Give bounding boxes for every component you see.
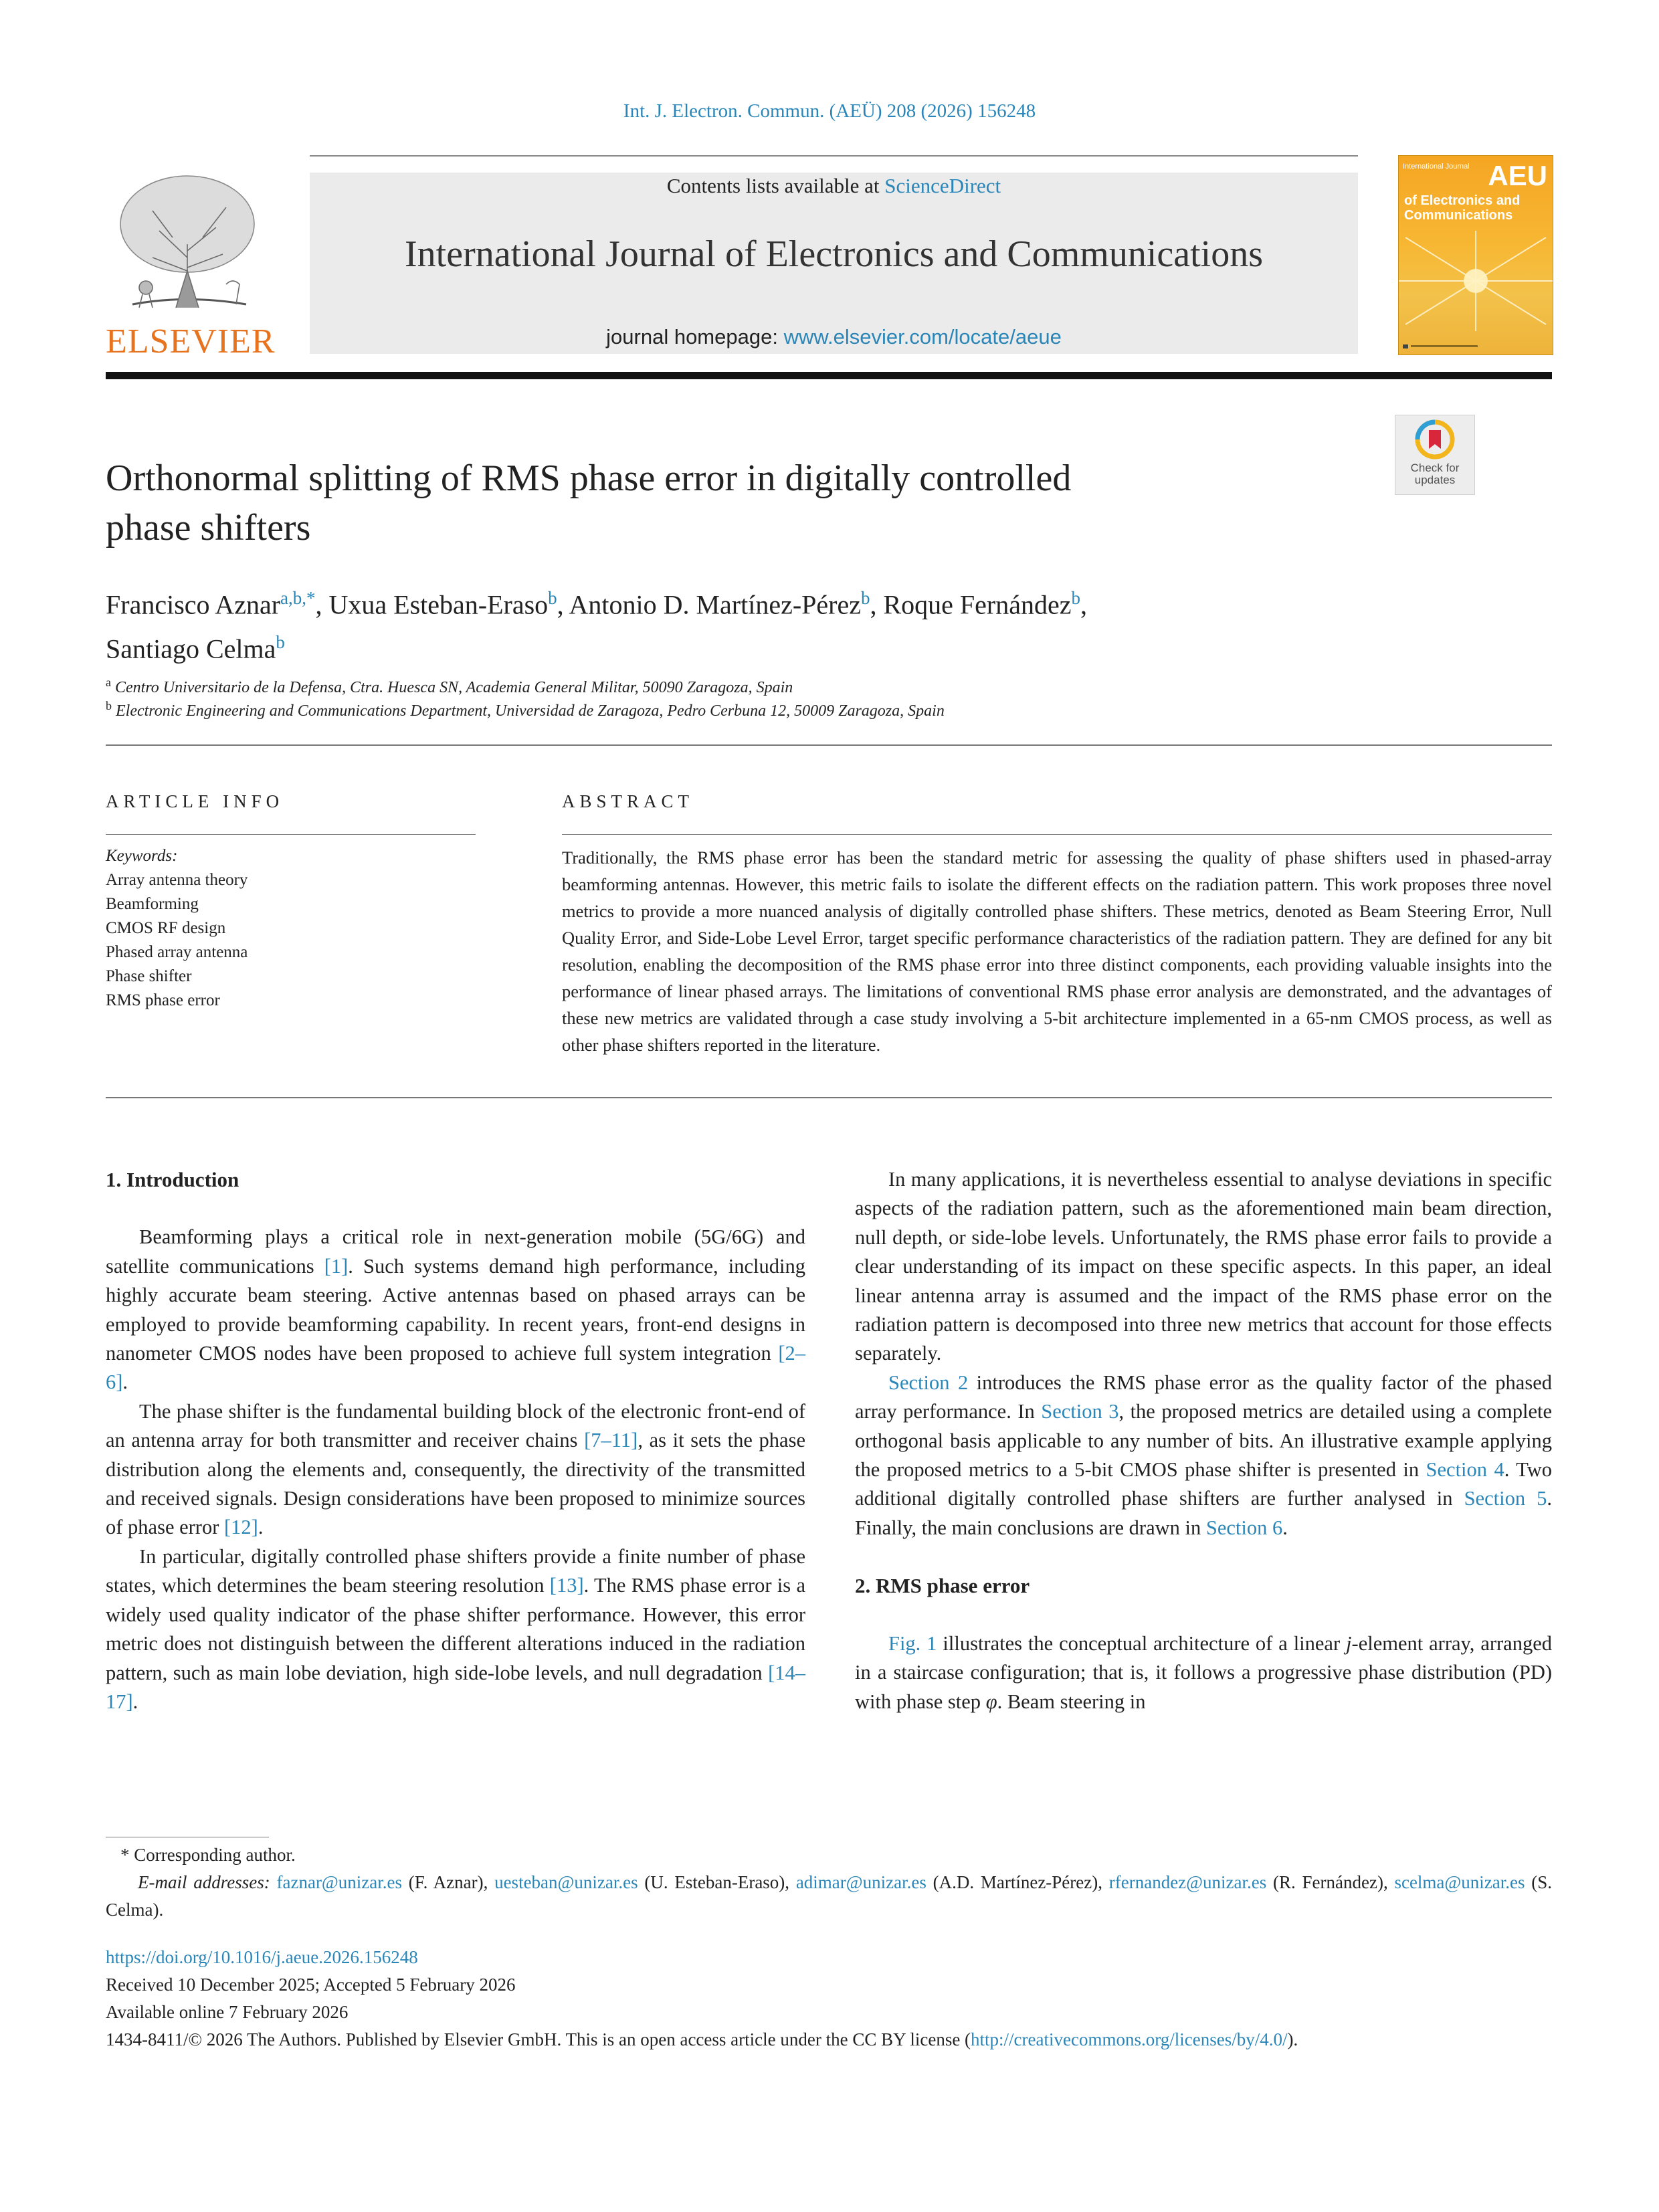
affiliation-text: Electronic Engineering and Communications Department, Universidad de Zaragoza, Pedro Cerbuna 12, 50009 Zaragoza, Spain: [116, 702, 945, 720]
cover-intl: International Journal: [1403, 163, 1470, 171]
header-rule: [310, 155, 1358, 157]
elsevier-tree-icon: [106, 171, 270, 318]
check-for-updates-button[interactable]: [1395, 415, 1475, 495]
abstract-text: Traditionally, the RMS phase error has been the standard metric for assessing the quality of phase shifters used in phased-array beamforming antennas. However, this metric fails to isolate the different effects on the radiation pattern. This work proposes three novel metrics to provide a more nuanced analysis of digitally controlled phase shifters. These metrics, denoted as Beam Steering Error, Null Quality Error, and Side-Lobe Level Error, target specific performance characteristics of the radiation pattern. They are defined for any bit resolution, enabling the decomposition of the RMS phase error into three distinct components, each providing valuable insights into the performance of linear phased arrays. The limitations of conventional RMS phase error analysis are demonstrated, and the advantages of these new metrics are validated through a case study involving a 5-bit architecture implemented in a 65-nm CMOS process, as well as other phase shifters reported in the literature.: [562, 847, 1552, 1055]
citation-link[interactable]: [13]: [549, 1574, 584, 1597]
paragraph-text: Beamforming plays a critical role in next-generation mobile (5G/6G) and satellite communications: [106, 1225, 805, 1278]
author-affiliation-mark[interactable]: b: [548, 588, 557, 608]
section-link[interactable]: Section 5: [1464, 1487, 1547, 1510]
citation-link[interactable]: [14–17]: [106, 1661, 805, 1713]
paragraph-text: . Finally, the main conclusions are drawn in: [855, 1487, 1552, 1539]
author-affiliation-mark[interactable]: b: [860, 588, 870, 608]
paragraph-text: introduces the RMS phase error as the quality factor of the phased array performance. In: [855, 1371, 1552, 1423]
math-symbol: j: [1346, 1631, 1352, 1655]
paragraph: [855, 1369, 1552, 1542]
keyword: Phased array antenna: [106, 943, 248, 961]
section-heading: 2. RMS phase error: [855, 1574, 1030, 1598]
corresponding-author-note: * Corresponding author.: [120, 1845, 296, 1865]
section-link[interactable]: Section 6: [1205, 1516, 1283, 1539]
author-affiliation-mark[interactable]: a,b,*: [280, 588, 316, 608]
elsevier-wordmark: ELSEVIER: [106, 322, 276, 361]
author-name[interactable]: Roque Fernández: [883, 589, 1072, 620]
article-info-heading: ARTICLE INFO: [106, 791, 284, 811]
paragraph-text: , the proposed metrics are detailed using a complete orthogonal basis applicable to any number of bits. An illustrative example applying the proposed metrics to a 5-bit CMOS phase shifter is presented in: [855, 1400, 1553, 1482]
available-online: Available online 7 February 2026: [106, 2002, 349, 2022]
author-affiliation-mark[interactable]: b: [1071, 588, 1080, 608]
author-separator: ,: [557, 589, 569, 620]
paragraph: [106, 1397, 805, 1542]
paragraph-text: .: [122, 1371, 128, 1394]
journal-cover[interactable]: [1398, 155, 1553, 355]
license-suffix: ).: [1287, 2029, 1298, 2049]
doi-link[interactable]: https://doi.org/10.1016/j.aeue.2026.156248: [106, 1947, 418, 1967]
paragraph-text: . Two additional digitally controlled phase shifters are further analysed in: [855, 1458, 1552, 1510]
paragraph: [855, 1629, 1552, 1716]
abstract-rule: [562, 834, 1552, 835]
article-title: [106, 454, 1256, 552]
paragraph-text: -element array, arranged in a staircase configuration; that is, it follows a progressive phase distribution (PD) with phase step: [855, 1631, 1553, 1713]
cover-aeu: AEU: [1488, 160, 1547, 191]
paragraph-text: . Beam steering in: [997, 1690, 1146, 1713]
keyword: Array antenna theory: [106, 871, 248, 889]
paragraph: [106, 1223, 805, 1397]
citation-link[interactable]: [2–6]: [106, 1342, 805, 1394]
journal-masthead: [310, 173, 1358, 354]
section-link[interactable]: Section 2: [888, 1371, 969, 1394]
citation-link[interactable]: [12]: [223, 1516, 258, 1539]
running-head[interactable]: Int. J. Electron. Commun. (AEÜ) 208 (2026) 156248: [623, 100, 1036, 122]
email-owner: (A.D. Martínez-Pérez),: [926, 1872, 1109, 1892]
email-link[interactable]: adimar@unizar.es: [795, 1872, 926, 1892]
homepage-prefix: journal homepage:: [606, 325, 784, 348]
author-separator: ,: [1080, 589, 1087, 620]
paragraph-text: , as it sets the phase distribution along the elements and, consequently, the directivity of the transmitted and received signals. Design considerations have been proposed to minimize sources of phase error: [106, 1429, 805, 1539]
email-link[interactable]: scelma@unizar.es: [1394, 1872, 1525, 1892]
paragraph-text: The phase shifter is the fundamental building block of the electronic front-end of an antenna array for both transmitter and receiver chains: [106, 1399, 805, 1452]
author-name[interactable]: Santiago Celma: [106, 633, 276, 664]
license-prefix: 1434-8411/© 2026 The Authors. Published by Elsevier GmbH. This is an open access article under the CC BY license (: [106, 2029, 971, 2049]
email-addresses: [106, 1869, 1552, 1924]
email-owner: (R. Fernández),: [1266, 1872, 1395, 1892]
abstract-heading: ABSTRACT: [562, 791, 694, 811]
keyword: CMOS RF design: [106, 919, 226, 937]
footnotes: [106, 1841, 1552, 1924]
email-link[interactable]: uesteban@unizar.es: [494, 1872, 638, 1892]
author-separator: ,: [315, 589, 329, 620]
paragraph-text: In particular, digitally controlled phase shifters provide a finite number of phase states, which determines the beam steering resolution: [106, 1544, 805, 1597]
cover-footer-icon: [1403, 342, 1483, 350]
math-symbol: φ: [985, 1690, 997, 1713]
keyword: Beamforming: [106, 895, 199, 913]
check-updates-label: [1395, 462, 1474, 486]
author-name[interactable]: Francisco Aznar: [106, 589, 281, 620]
affiliation: [106, 699, 945, 720]
cover-title-line2: Communications: [1404, 208, 1513, 223]
citation-link[interactable]: [7–11]: [584, 1429, 638, 1452]
contents-line: [310, 173, 1358, 198]
keyword: Phase shifter: [106, 967, 192, 985]
paragraph-text: . Such systems demand high performance, including highly accurate beam steering. Active antennas based on phased arrays can be employed to provide beamforming capability. In recent years, front-end designs in nanometer CMOS nodes have been proposed to achieve full system integration: [106, 1254, 806, 1365]
paragraph-text: . The RMS phase error is a widely used quality indicator of the phase shifter performance. However, this error metric does not distinguish between the different alterations induced in the radiation pattern, such as main lobe deviation, high side-lobe levels, and null degradation: [106, 1574, 805, 1684]
keyword: RMS phase error: [106, 991, 220, 1009]
citation-link[interactable]: [1]: [324, 1254, 349, 1278]
email-label: E-mail addresses:: [138, 1872, 270, 1892]
email-owner: (S. Celma).: [106, 1872, 1553, 1920]
check-updates-line1: Check for: [1410, 462, 1460, 474]
cover-title-line1: of Electronics and: [1404, 193, 1521, 208]
affiliation-text: Centro Universitario de la Defensa, Ctra. Huesca SN, Academia General Militar, 50090 Zaragoza, Spain: [115, 679, 793, 696]
affiliation-mark: a: [106, 676, 111, 689]
paragraph: In many applications, it is nevertheless essential to analyse deviations in specific aspects of the radiation pattern, such as the aforementioned main beam direction, null depth, or side-lobe levels. Unfortunately, the RMS phase error fails to provide a clear understanding of its impact on these specific aspects. In this paper, an ideal linear antenna array is assumed and the impact of the RMS phase error on the radiation pattern is decomposed into three new metrics that account for those effects separately.: [855, 1168, 1552, 1365]
author-list: [106, 579, 1552, 668]
keywords-label: Keywords:: [106, 847, 178, 865]
section-link[interactable]: Section 3: [1041, 1400, 1119, 1423]
homepage-link[interactable]: www.elsevier.com/locate/aeue: [783, 325, 1062, 348]
journal-name: International Journal of Electronics and Communications: [405, 233, 1263, 275]
info-top-rule: [106, 744, 1552, 746]
email-link[interactable]: faznar@unizar.es: [276, 1872, 403, 1892]
author-separator: ,: [870, 589, 884, 620]
section-heading: 1. Introduction: [106, 1168, 239, 1191]
paragraph-text: .: [1282, 1516, 1288, 1539]
section-link[interactable]: Section 4: [1426, 1458, 1504, 1482]
article-footer: [106, 1944, 1577, 2053]
article-title-line1: Orthonormal splitting of RMS phase error in digitally controlled: [106, 458, 1072, 499]
author-name[interactable]: Uxua Esteban-Eraso: [328, 589, 549, 620]
license-link[interactable]: http://creativecommons.org/licenses/by/4.0/: [971, 2029, 1288, 2049]
paragraph: [106, 1542, 805, 1716]
author-name[interactable]: Antonio D. Martínez-Pérez: [569, 589, 861, 620]
received-dates: Received 10 December 2025; Accepted 5 February 2026: [106, 1975, 516, 1995]
affiliation-mark: b: [106, 699, 112, 712]
figure-link[interactable]: Fig. 1: [888, 1631, 937, 1655]
contents-prefix: Contents lists available at: [666, 174, 885, 197]
homepage-line: [310, 325, 1358, 349]
body-column-right: [855, 1165, 1552, 1716]
masthead-rule: [106, 372, 1552, 379]
keywords-block: [106, 844, 480, 1013]
info-bottom-rule: [106, 1097, 1552, 1098]
sciencedirect-link[interactable]: ScienceDirect: [884, 174, 1001, 197]
license-line: [106, 2026, 1577, 2053]
article-title-line2: phase shifters: [106, 507, 311, 548]
author-affiliation-mark[interactable]: b: [276, 632, 285, 653]
email-link[interactable]: rfernandez@unizar.es: [1108, 1872, 1267, 1892]
paragraph-text: illustrates the conceptual architecture of a linear: [937, 1631, 1347, 1655]
check-updates-line2: updates: [1414, 474, 1456, 486]
affiliation: [106, 676, 793, 697]
elsevier-logo[interactable]: [106, 171, 276, 361]
email-owner: (U. Esteban-Eraso),: [638, 1872, 796, 1892]
body-column-left: [106, 1165, 805, 1716]
paragraph-text: .: [132, 1690, 138, 1713]
check-updates-icon: [1395, 415, 1474, 462]
email-owner: (F. Aznar),: [402, 1872, 495, 1892]
cover-art-icon: [1399, 231, 1553, 331]
article-info-rule: [106, 834, 476, 835]
paragraph-text: .: [258, 1516, 264, 1539]
